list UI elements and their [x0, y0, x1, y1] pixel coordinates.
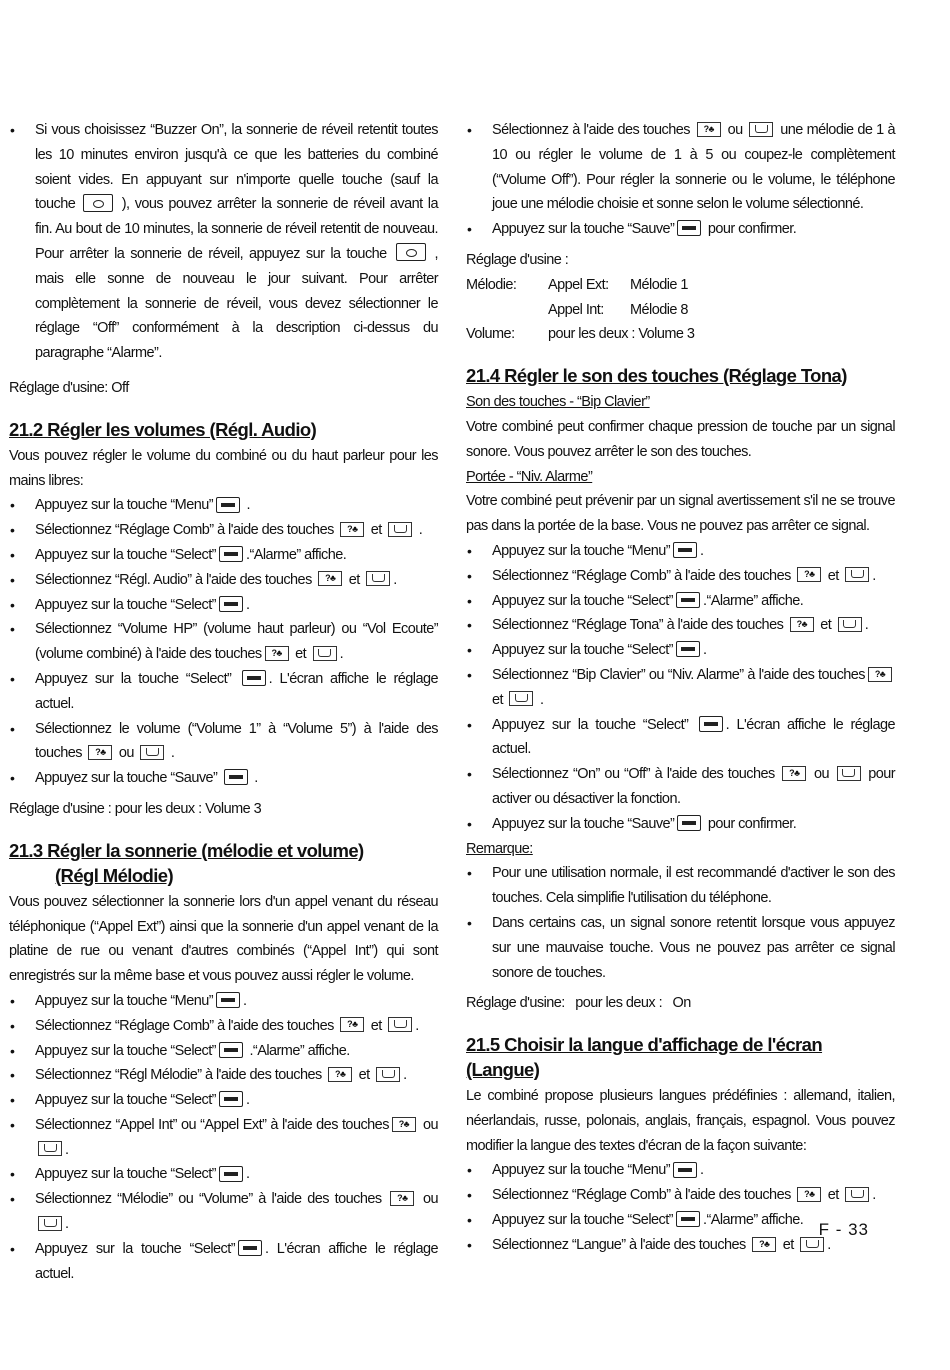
- text: Appuyez sur la touche “Menu”: [35, 497, 214, 514]
- text: Appuyez sur la touche “Sauve”: [492, 221, 675, 238]
- list-item: [9, 543, 438, 568]
- program-key-icon: [676, 1211, 700, 1227]
- list-item: [466, 713, 895, 763]
- steps-21-3-cont: [466, 118, 895, 242]
- text: ou: [422, 1191, 438, 1208]
- down-key-icon: [838, 617, 862, 632]
- program-key-icon: [242, 670, 266, 686]
- list-item: • Sélectionnez “Réglage Tona” à l'aide des touches ?♣ et .: [466, 613, 895, 638]
- factory-setting: Réglage d'usine : pour les deux : Volume 3: [9, 800, 262, 817]
- list-item: • Sélectionnez “Langue” à l'aide des touches ?♣ et .: [466, 1233, 895, 1258]
- text: .“Alarme” affiche.: [702, 1212, 804, 1229]
- text: ou: [727, 122, 743, 138]
- subheading: Portée - “Niv. Alarme”: [466, 468, 593, 485]
- list-item: [466, 812, 895, 837]
- program-key-icon: [219, 546, 243, 562]
- down-key-icon: [845, 1187, 869, 1202]
- text: Appuyez sur la touche “Select”: [492, 716, 689, 733]
- list-item: • Sélectionnez le volume (“Volume 1” à “Volume 5”) à l'aide des touches ?♣ ou .: [9, 717, 438, 767]
- section-heading-21-3: [9, 838, 438, 888]
- down-key-icon: [837, 766, 861, 781]
- paragraph: Vous pouvez régler le volume du combiné ou du haut parleur pour les mains libres:: [9, 447, 438, 489]
- table-row: [466, 322, 694, 347]
- program-key-icon: [676, 641, 700, 657]
- text: Appuyez sur la touche “Sauve”: [492, 815, 675, 832]
- up-key-icon: ?♣: [752, 1237, 776, 1252]
- up-key-icon: ?♣: [797, 567, 821, 582]
- program-key-icon: [219, 596, 243, 612]
- up-key-icon: ?♣: [340, 522, 364, 537]
- text: Appuyez sur la touche “Select”: [35, 546, 216, 563]
- text: Appuyez sur la touche “Menu”: [492, 1162, 671, 1179]
- text: Sélectionnez “Réglage Comb” à l'aide des touches: [492, 1187, 791, 1204]
- up-key-icon: ?♣: [265, 646, 289, 661]
- text: Appuyez sur la touche “Select”: [35, 596, 216, 613]
- text: Sélectionnez “On” ou “Off” à l'aide des touches: [492, 766, 775, 783]
- down-key-icon: [366, 571, 390, 586]
- text: . L'écran affiche le réglage actuel.: [35, 1240, 438, 1282]
- section-heading-21-4: 21.4 Régler le son des touches (Réglage Tona): [466, 365, 847, 387]
- program-key-icon: [219, 1166, 243, 1182]
- section-heading-21-5: 21.5 Choisir la langue d'affichage de l'écran (Langue): [466, 1034, 823, 1081]
- table-row: [466, 273, 694, 298]
- table-cell: Mélodie:: [466, 276, 517, 293]
- text: Sélectionnez “Langue” à l'aide des touches: [492, 1236, 746, 1253]
- text: Sélectionnez “Régl Mélodie” à l'aide des touches: [35, 1067, 322, 1084]
- table-cell: Volume:: [466, 326, 515, 343]
- remark-heading: Remarque:: [466, 840, 533, 857]
- text: Sélectionnez “Volume HP” (volume haut parleur) ou “Vol Ecoute” (volume combiné) à l'aide des touches: [35, 621, 438, 663]
- text: Si vous choisissez “Buzzer On”, la sonnerie de réveil retentit toutes les 10 minutes environ jusqu'à ce que les batteries du combiné soient vides. En appuyant sur n'importe quelle touche (sauf la touche: [35, 122, 438, 213]
- text: . L'écran affiche le réglage actuel.: [35, 670, 439, 712]
- up-key-icon: ?♣: [797, 1187, 821, 1202]
- list-item: [9, 118, 438, 366]
- up-key-icon: ?♣: [790, 617, 814, 632]
- subheading: Son des touches - “Bip Clavier”: [466, 394, 650, 411]
- paragraph: Votre combiné peut confirmer chaque pression de touche par un signal sonore. Vous pouvez arrêter le son des touches.: [466, 418, 895, 460]
- table-cell: pour les deux : Volume 3: [548, 326, 695, 343]
- list-item: • Appuyez sur la touche “Menu” .: [9, 989, 438, 1014]
- text: Appuyez sur la touche “Menu”: [35, 992, 214, 1009]
- list-item: [466, 217, 895, 242]
- left-column: [9, 118, 438, 1286]
- factory-setting-table: [466, 273, 694, 347]
- text: ou: [118, 745, 134, 762]
- factory-setting-title: Réglage d'usine :: [466, 251, 569, 268]
- text: une mélodie de 1 à 10 ou régler le volume de 1 à 5 ou coupez-le complètement (“Volume Off”). Pour régler la sonnerie ou le volume, le téléphone joue une mélodie choisie et sonne selon le volume sélectionné.: [492, 122, 895, 213]
- text: Appuyez sur la touche “Select”: [492, 642, 673, 659]
- down-key-icon: [845, 567, 869, 582]
- text: .“Alarme” affiche.: [245, 546, 347, 563]
- table-cell: Mélodie 8: [630, 301, 688, 318]
- list-item: [466, 762, 895, 812]
- down-key-icon: [38, 1216, 62, 1231]
- factory-setting: Réglage d'usine: pour les deux : On: [466, 995, 691, 1012]
- text: .“Alarme” affiche.: [702, 592, 804, 609]
- text: pour confirmer.: [707, 815, 797, 832]
- factory-setting: Réglage d'usine: Off: [9, 379, 129, 396]
- text: Sélectionnez “Réglage Comb” à l'aide des touches: [35, 1017, 334, 1034]
- list-item: [9, 667, 438, 717]
- list-item: • Sélectionnez “Appel Int” ou “Appel Ext” à l'aide des touches ?♣ ou .: [9, 1113, 438, 1163]
- down-key-icon: [509, 691, 533, 706]
- program-key-icon: [238, 1240, 262, 1256]
- up-key-icon: ?♣: [318, 571, 342, 586]
- right-column: [466, 118, 895, 1258]
- up-key-icon: ?♣: [392, 1117, 416, 1132]
- paragraph: Vous pouvez sélectionner la sonnerie lors d'un appel venant du réseau téléphonique (“Appel Ext”) ainsi que la sonnerie d'un appel venant de la platine de rue ou venant d'autres combinés (“Appel Int”) qui sont enregistrés sur la même base et vous pouvez aussi régler le volume.: [9, 893, 438, 985]
- text: pour activer ou désactiver la fonction.: [492, 766, 896, 807]
- heading-line: (Régl Mélodie): [55, 864, 174, 886]
- text: Appuyez sur la touche “Select”: [35, 1092, 216, 1109]
- program-key-icon: [673, 542, 697, 558]
- text: et: [370, 1017, 382, 1034]
- table-row: [466, 298, 694, 323]
- text: ), vous pouvez arrêter la sonnerie de réveil avant la fin. Au bout de 10 minutes, la sonnerie de réveil retentit de nouveau. Pour arrêter la sonnerie de réveil, appuyez sur la touche: [35, 196, 438, 262]
- text: et: [370, 522, 382, 539]
- paragraph: Votre combiné peut prévenir par un signal avertissement s'il ne se trouve pas dans la portée de la base. Vous ne pouvez pas arrêter ce signal.: [466, 493, 895, 535]
- down-key-icon: [388, 1017, 412, 1032]
- text: Appuyez sur la touche “Select”: [492, 1212, 673, 1229]
- down-key-icon: [38, 1141, 62, 1156]
- table-cell: [466, 298, 548, 323]
- steps-21-5: [466, 1158, 895, 1257]
- up-key-icon: ?♣: [868, 667, 892, 682]
- text: Appuyez sur la touche “Select”: [492, 592, 673, 609]
- list-item: • Appuyez sur la touche “Menu” .: [9, 493, 438, 518]
- down-key-icon: [140, 745, 164, 760]
- table-cell: Mélodie 1: [630, 276, 688, 293]
- text: et: [295, 646, 307, 663]
- text: Appuyez sur la touche “Menu”: [492, 542, 671, 559]
- text: , mais elle sonne de nouveau le jour suivant. Pour arrêter complètement la sonnerie de réveil, vous devez sélectionner le réglage “Off” conformément à la description ci-dessus du paragraphe “Alarme”.: [35, 245, 438, 362]
- steps-21-2: [9, 493, 438, 791]
- list-item: • Sélectionnez “Réglage Comb” à l'aide des touches ?♣ et .: [9, 518, 438, 543]
- up-key-icon: ?♣: [390, 1191, 414, 1206]
- list-item: • Sélectionnez “Réglage Comb” à l'aide des touches ?♣ et .: [466, 1183, 895, 1208]
- program-key-icon: [677, 220, 701, 236]
- down-key-icon: [749, 122, 773, 137]
- text: Sélectionnez “Réglage Comb” à l'aide des touches: [492, 567, 791, 584]
- list-item: [9, 1039, 438, 1064]
- text: ou: [813, 766, 829, 783]
- program-key-icon: [219, 1042, 243, 1058]
- text: Sélectionnez “Régl. Audio” à l'aide des touches: [35, 571, 312, 588]
- up-key-icon: ?♣: [88, 745, 112, 760]
- text: et: [827, 567, 839, 584]
- list-item: • Sélectionnez “Régl Mélodie” à l'aide des touches ?♣ et .: [9, 1063, 438, 1088]
- text: Appuyez sur la touche “Sauve”: [35, 770, 218, 787]
- text: Sélectionnez “Bip Clavier” ou “Niv. Alarme” à l'aide des touches: [492, 666, 865, 683]
- text: Sélectionnez le volume (“Volume 1” à “Volume 5”) à l'aide des touches: [35, 720, 438, 762]
- list-item: • Appuyez sur la touche “Sauve” .: [9, 766, 438, 791]
- up-key-icon: ?♣: [697, 122, 721, 137]
- program-key-icon: [676, 592, 700, 608]
- program-key-icon: [224, 769, 248, 785]
- list-item: • Appuyez sur la touche “Select” .: [9, 1088, 438, 1113]
- down-key-icon: [388, 522, 412, 537]
- text: Sélectionnez “Appel Int” ou “Appel Ext” à l'aide des touches: [35, 1116, 389, 1133]
- down-key-icon: [313, 646, 337, 661]
- text: Appuyez sur la touche “Select”: [35, 1240, 235, 1257]
- table-cell: Appel Int:: [548, 301, 604, 318]
- text: . L'écran affiche le réglage actuel.: [492, 716, 896, 758]
- text: Sélectionnez à l'aide des touches: [492, 122, 690, 138]
- list-item: • Dans certains cas, un signal sonore retentit lorsque vous appuyez sur une mauvaise touche. Vous ne pouvez pas arrêter ce signal sonore de touches.: [466, 911, 895, 985]
- program-key-icon: [673, 1162, 697, 1178]
- program-key-icon: [216, 497, 240, 513]
- list-item: • Sélectionnez “Mélodie” ou “Volume” à l'aide des touches ?♣ ou .: [9, 1187, 438, 1237]
- down-key-icon: [376, 1067, 400, 1082]
- paragraph: Le combiné propose plusieurs langues prédéfinies : allemand, italien, néerlandais, russe, polonais, anglais, français, espagnol. Vous pouvez modifier la langue des textes d'écran de la façon suivante:: [466, 1088, 895, 1154]
- text: pour confirmer.: [707, 221, 797, 238]
- text: et: [348, 571, 360, 588]
- list-item: • Appuyez sur la touche “Select” .: [466, 638, 895, 663]
- release-key-icon: [396, 243, 426, 261]
- page-number: F - 33: [818, 1220, 869, 1239]
- section-heading-21-2: 21.2 Régler les volumes (Régl. Audio): [9, 418, 317, 440]
- list-item: • Appuyez sur la touche “Menu” .: [466, 539, 895, 564]
- list-item: • Appuyez sur la touche “Select” .: [9, 593, 438, 618]
- text: et: [492, 691, 503, 708]
- up-key-icon: ?♣: [328, 1067, 352, 1082]
- text: et: [827, 1187, 839, 1204]
- list-item: • Appuyez sur la touche “Menu” .: [466, 1158, 895, 1183]
- release-key-icon: [83, 194, 113, 212]
- text: et: [782, 1236, 794, 1253]
- text: Appuyez sur la touche “Select”: [35, 1042, 216, 1059]
- program-key-icon: [699, 716, 723, 732]
- list-item: • Sélectionnez “Réglage Comb” à l'aide des touches ?♣ et .: [466, 564, 895, 589]
- program-key-icon: [677, 815, 701, 831]
- text: et: [820, 617, 832, 634]
- heading-line: 21.3 Régler la sonnerie (mélodie et volume): [9, 839, 364, 861]
- list-item: • Pour une utilisation normale, il est recommandé d'activer le son des touches. Cela simplifie l'utilisation du téléphone.: [466, 861, 895, 911]
- list-item: • Sélectionnez “Régl. Audio” à l'aide des touches ?♣ et .: [9, 568, 438, 593]
- steps-21-3: [9, 989, 438, 1287]
- text: Appuyez sur la touche “Select”: [35, 670, 232, 687]
- text: Appuyez sur la touche “Select”: [35, 1166, 216, 1183]
- text: Sélectionnez “Réglage Comb” à l'aide des touches: [35, 522, 334, 539]
- list-item: • Appuyez sur la touche “Select” .: [9, 1162, 438, 1187]
- text: .“Alarme” affiche.: [249, 1042, 350, 1059]
- remark-list: [466, 861, 895, 985]
- program-key-icon: [219, 1091, 243, 1107]
- list-item: [466, 118, 895, 217]
- steps-21-4: [466, 539, 895, 837]
- table-cell: Appel Ext:: [548, 276, 609, 293]
- text: et: [358, 1067, 370, 1084]
- text: Sélectionnez “Mélodie” ou “Volume” à l'aide des touches: [35, 1191, 382, 1208]
- list-item: [9, 1237, 438, 1287]
- program-key-icon: [216, 992, 240, 1008]
- up-key-icon: ?♣: [340, 1017, 364, 1032]
- bullet-list-alarm: [9, 118, 438, 366]
- list-item: • Sélectionnez “Volume HP” (volume haut parleur) ou “Vol Ecoute” (volume combiné) à l'aide des touches ?♣ et .: [9, 617, 438, 667]
- list-item: [466, 589, 895, 614]
- list-item: • Sélectionnez “Réglage Comb” à l'aide des touches ?♣ et .: [9, 1014, 438, 1039]
- up-key-icon: ?♣: [782, 766, 806, 781]
- list-item: • Sélectionnez “Bip Clavier” ou “Niv. Alarme” à l'aide des touches ?♣ et .: [466, 663, 895, 713]
- text: ou: [422, 1116, 438, 1133]
- text: Sélectionnez “Réglage Tona” à l'aide des touches: [492, 617, 784, 634]
